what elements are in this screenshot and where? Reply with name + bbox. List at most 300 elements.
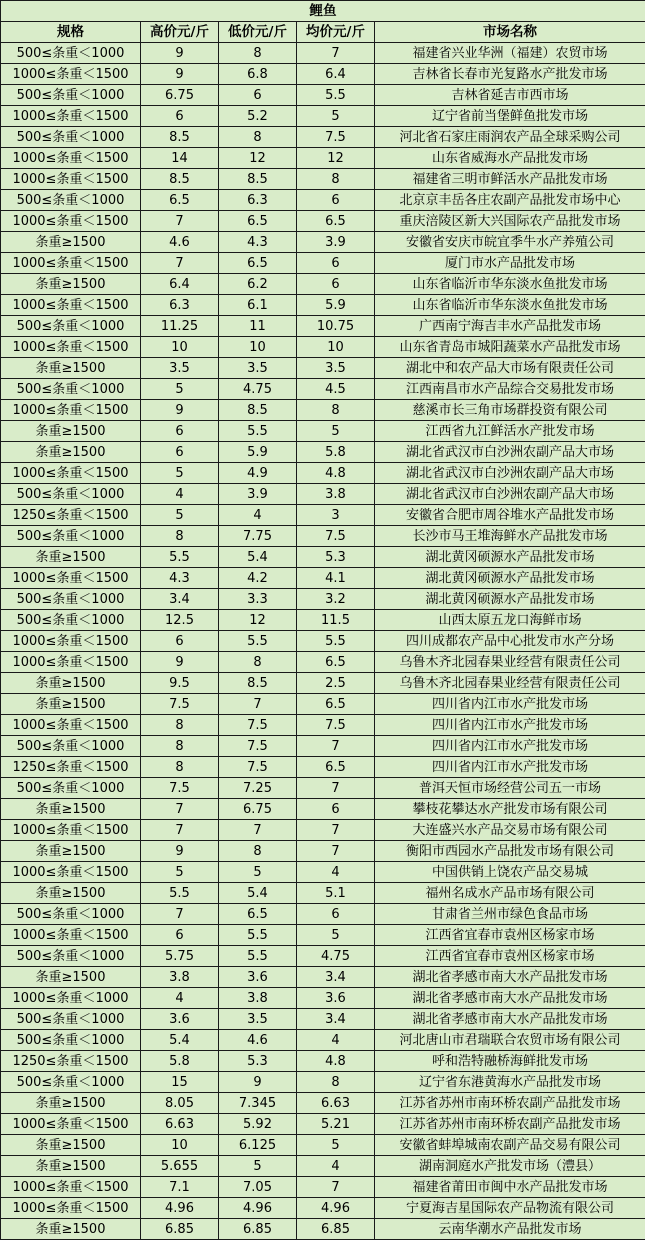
- spec-cell: 条重≥1500: [1, 274, 141, 295]
- spec-cell: 1000≤条重＜1000: [1, 988, 141, 1009]
- high-price-cell: 8: [141, 757, 219, 778]
- spec-cell: 条重≥1500: [1, 673, 141, 694]
- high-price-cell: 6.4: [141, 274, 219, 295]
- table-row: [1, 442, 645, 463]
- low-price-cell: 5.5: [219, 631, 297, 652]
- high-price-cell: 7.5: [141, 778, 219, 799]
- avg-price-cell: 4.96: [297, 1198, 375, 1219]
- avg-price-cell: 4.8: [297, 1051, 375, 1072]
- table-row: [1, 778, 645, 799]
- spec-cell: 条重≥1500: [1, 694, 141, 715]
- high-price-cell: 3.8: [141, 967, 219, 988]
- spec-cell: 1000≤条重＜1500: [1, 568, 141, 589]
- header-low-price: 低价元/斤: [219, 22, 297, 43]
- avg-price-cell: 3.4: [297, 1009, 375, 1030]
- high-price-cell: 7.1: [141, 1177, 219, 1198]
- market-name-cell: 北京京丰岳各庄农副产品批发市场中心: [375, 190, 645, 211]
- avg-price-cell: 7: [297, 43, 375, 64]
- market-name-cell: 乌鲁木齐北园春果业经营有限责任公司: [375, 673, 645, 694]
- spec-cell: 条重≥1500: [1, 883, 141, 904]
- market-name-cell: 四川省内江市水产批发市场: [375, 757, 645, 778]
- avg-price-cell: 3.2: [297, 589, 375, 610]
- market-name-cell: 湖北黄冈硕源水产品批发市场: [375, 589, 645, 610]
- table-row: [1, 337, 645, 358]
- low-price-cell: 5.5: [219, 946, 297, 967]
- avg-price-cell: 4.5: [297, 379, 375, 400]
- avg-price-cell: 6: [297, 190, 375, 211]
- avg-price-cell: 6: [297, 904, 375, 925]
- spec-cell: 1000≤条重＜1500: [1, 862, 141, 883]
- market-name-cell: 江西省宜春市袁州区杨家市场: [375, 925, 645, 946]
- table-row: [1, 610, 645, 631]
- high-price-cell: 7: [141, 211, 219, 232]
- spec-cell: 500≤条重＜1000: [1, 190, 141, 211]
- table-row: [1, 85, 645, 106]
- avg-price-cell: 10: [297, 337, 375, 358]
- high-price-cell: 4.96: [141, 1198, 219, 1219]
- low-price-cell: 4.3: [219, 232, 297, 253]
- high-price-cell: 8: [141, 526, 219, 547]
- low-price-cell: 3.5: [219, 1009, 297, 1030]
- high-price-cell: 6: [141, 925, 219, 946]
- header-avg-price: 均价元/斤: [297, 22, 375, 43]
- table-row: [1, 505, 645, 526]
- avg-price-cell: 6: [297, 253, 375, 274]
- market-name-cell: 湖北省孝感市南大水产品批发市场: [375, 967, 645, 988]
- market-name-cell: 山东省临沂市华东淡水鱼批发市场: [375, 274, 645, 295]
- spec-cell: 条重≥1500: [1, 841, 141, 862]
- high-price-cell: 5.8: [141, 1051, 219, 1072]
- spec-cell: 500≤条重＜1000: [1, 1072, 141, 1093]
- spec-cell: 条重≥1500: [1, 232, 141, 253]
- low-price-cell: 3.5: [219, 358, 297, 379]
- market-name-cell: 江西省宜春市袁州区杨家市场: [375, 946, 645, 967]
- low-price-cell: 6.5: [219, 211, 297, 232]
- avg-price-cell: 5.5: [297, 85, 375, 106]
- market-name-cell: 山东省威海水产品批发市场: [375, 148, 645, 169]
- avg-price-cell: 7: [297, 778, 375, 799]
- market-name-cell: 湖北省孝感市南大水产品批发市场: [375, 1009, 645, 1030]
- avg-price-cell: 4.8: [297, 463, 375, 484]
- low-price-cell: 4.6: [219, 1030, 297, 1051]
- table-row: [1, 253, 645, 274]
- spec-cell: 500≤条重＜1000: [1, 589, 141, 610]
- low-price-cell: 12: [219, 148, 297, 169]
- market-name-cell: 乌鲁木齐北园春果业经营有限责任公司: [375, 652, 645, 673]
- table-row: [1, 694, 645, 715]
- spec-cell: 1000≤条重＜1500: [1, 925, 141, 946]
- market-name-cell: 山西太原五龙口海鲜市场: [375, 610, 645, 631]
- table-row: [1, 799, 645, 820]
- table-row: [1, 211, 645, 232]
- market-name-cell: 甘肃省兰州市绿色食品市场: [375, 904, 645, 925]
- spec-cell: 500≤条重＜1000: [1, 43, 141, 64]
- low-price-cell: 5.4: [219, 883, 297, 904]
- high-price-cell: 9: [141, 43, 219, 64]
- spec-cell: 1000≤条重＜1500: [1, 1198, 141, 1219]
- market-name-cell: 吉林省长春市光复路水产批发市场: [375, 64, 645, 85]
- low-price-cell: 5: [219, 862, 297, 883]
- high-price-cell: 5.5: [141, 547, 219, 568]
- market-name-cell: 湖北省武汉市白沙洲农副产品大市场: [375, 463, 645, 484]
- high-price-cell: 6.85: [141, 1219, 219, 1240]
- table-row: [1, 190, 645, 211]
- table-row: [1, 736, 645, 757]
- avg-price-cell: 10.75: [297, 316, 375, 337]
- high-price-cell: 5: [141, 379, 219, 400]
- avg-price-cell: 8: [297, 1072, 375, 1093]
- low-price-cell: 6.5: [219, 904, 297, 925]
- low-price-cell: 7: [219, 820, 297, 841]
- avg-price-cell: 6.5: [297, 211, 375, 232]
- high-price-cell: 12.5: [141, 610, 219, 631]
- market-name-cell: 福州名成水产品市场有限公司: [375, 883, 645, 904]
- table-row: [1, 484, 645, 505]
- market-name-cell: 江西南昌市水产品综合交易批发市场: [375, 379, 645, 400]
- high-price-cell: 4.3: [141, 568, 219, 589]
- spec-cell: 条重≥1500: [1, 442, 141, 463]
- avg-price-cell: 7: [297, 820, 375, 841]
- avg-price-cell: 7: [297, 736, 375, 757]
- spec-cell: 条重≥1500: [1, 1135, 141, 1156]
- low-price-cell: 4.9: [219, 463, 297, 484]
- table-row: [1, 1051, 645, 1072]
- market-name-cell: 四川省内江市水产批发市场: [375, 694, 645, 715]
- market-name-cell: 辽宁省前当堡鲜鱼批发市场: [375, 106, 645, 127]
- market-name-cell: 安徽省安庆市皖宜季牛水产养殖公司: [375, 232, 645, 253]
- low-price-cell: 6.1: [219, 295, 297, 316]
- spec-cell: 条重≥1500: [1, 547, 141, 568]
- market-name-cell: 四川成都农产品中心批发市水产分场: [375, 631, 645, 652]
- market-name-cell: 江西省九江鲜活水产批发市场: [375, 421, 645, 442]
- spec-cell: 500≤条重＜1000: [1, 484, 141, 505]
- spec-cell: 1000≤条重＜1500: [1, 253, 141, 274]
- high-price-cell: 6.63: [141, 1114, 219, 1135]
- spec-cell: 500≤条重＜1000: [1, 736, 141, 757]
- spec-cell: 1000≤条重＜1500: [1, 64, 141, 85]
- low-price-cell: 9: [219, 1072, 297, 1093]
- table-row: [1, 841, 645, 862]
- low-price-cell: 5.5: [219, 925, 297, 946]
- market-name-cell: 福建省莆田市闽中水产品批发市场: [375, 1177, 645, 1198]
- low-price-cell: 4.96: [219, 1198, 297, 1219]
- avg-price-cell: 5.1: [297, 883, 375, 904]
- high-price-cell: 11.25: [141, 316, 219, 337]
- spec-cell: 1000≤条重＜1500: [1, 400, 141, 421]
- market-name-cell: 河北唐山市君瑞联合农贸市场有限公司: [375, 1030, 645, 1051]
- spec-cell: 条重≥1500: [1, 358, 141, 379]
- header-market-name: 市场名称: [375, 22, 645, 43]
- table-row: [1, 421, 645, 442]
- avg-price-cell: 5: [297, 925, 375, 946]
- table-row: [1, 904, 645, 925]
- table-title: 鲤鱼: [1, 1, 645, 22]
- high-price-cell: 8: [141, 715, 219, 736]
- low-price-cell: 6.5: [219, 253, 297, 274]
- table-row: [1, 631, 645, 652]
- low-price-cell: 5.5: [219, 421, 297, 442]
- high-price-cell: 6: [141, 442, 219, 463]
- avg-price-cell: 4: [297, 862, 375, 883]
- high-price-cell: 10: [141, 337, 219, 358]
- table-row: [1, 358, 645, 379]
- market-name-cell: 湖北省孝感市南大水产品批发市场: [375, 988, 645, 1009]
- low-price-cell: 6.8: [219, 64, 297, 85]
- high-price-cell: 5.75: [141, 946, 219, 967]
- avg-price-cell: 5.9: [297, 295, 375, 316]
- table-row: [1, 568, 645, 589]
- avg-price-cell: 3.4: [297, 967, 375, 988]
- low-price-cell: 5.2: [219, 106, 297, 127]
- high-price-cell: 8.5: [141, 127, 219, 148]
- spec-cell: 1000≤条重＜1500: [1, 652, 141, 673]
- table-row: [1, 673, 645, 694]
- avg-price-cell: 3.8: [297, 484, 375, 505]
- avg-price-cell: 8: [297, 169, 375, 190]
- high-price-cell: 6: [141, 421, 219, 442]
- high-price-cell: 8: [141, 736, 219, 757]
- spec-cell: 1000≤条重＜1500: [1, 715, 141, 736]
- low-price-cell: 12: [219, 610, 297, 631]
- market-name-cell: 慈溪市长三角市场群投资有限公司: [375, 400, 645, 421]
- title-row: [1, 1, 645, 22]
- table-row: [1, 148, 645, 169]
- high-price-cell: 6.75: [141, 85, 219, 106]
- table-row: [1, 1177, 645, 1198]
- low-price-cell: 3.8: [219, 988, 297, 1009]
- table-row: [1, 400, 645, 421]
- low-price-cell: 7.75: [219, 526, 297, 547]
- market-name-cell: 呼和浩特融桥海鲜批发市场: [375, 1051, 645, 1072]
- spec-cell: 条重≥1500: [1, 1156, 141, 1177]
- header-row: [1, 22, 645, 43]
- avg-price-cell: 3.5: [297, 358, 375, 379]
- table-row: [1, 316, 645, 337]
- spec-cell: 1000≤条重＜1500: [1, 169, 141, 190]
- header-high-price: 高价元/斤: [141, 22, 219, 43]
- table-row: [1, 106, 645, 127]
- table-row: [1, 1135, 645, 1156]
- high-price-cell: 5.655: [141, 1156, 219, 1177]
- low-price-cell: 7.345: [219, 1093, 297, 1114]
- table-row: [1, 757, 645, 778]
- market-name-cell: 四川省内江市水产批发市场: [375, 736, 645, 757]
- spec-cell: 条重≥1500: [1, 1219, 141, 1240]
- market-name-cell: 江苏省苏州市南环桥农副产品批发市场: [375, 1093, 645, 1114]
- market-name-cell: 重庆涪陵区新大兴国际农产品批发市场: [375, 211, 645, 232]
- low-price-cell: 8: [219, 43, 297, 64]
- market-name-cell: 吉林省延吉市西市场: [375, 85, 645, 106]
- low-price-cell: 3.6: [219, 967, 297, 988]
- table-row: [1, 1219, 645, 1240]
- avg-price-cell: 5: [297, 1135, 375, 1156]
- spec-cell: 1250≤条重＜1500: [1, 1051, 141, 1072]
- avg-price-cell: 7: [297, 1177, 375, 1198]
- spec-cell: 1250≤条重＜1500: [1, 757, 141, 778]
- table-row: [1, 988, 645, 1009]
- table-row: [1, 862, 645, 883]
- low-price-cell: 6.125: [219, 1135, 297, 1156]
- low-price-cell: 8.5: [219, 673, 297, 694]
- avg-price-cell: 8: [297, 400, 375, 421]
- market-name-cell: 湖北省武汉市白沙洲农副产品大市场: [375, 484, 645, 505]
- avg-price-cell: 6: [297, 274, 375, 295]
- low-price-cell: 8: [219, 127, 297, 148]
- high-price-cell: 7: [141, 799, 219, 820]
- avg-price-cell: 3.6: [297, 988, 375, 1009]
- market-name-cell: 攀枝花攀达水产批发市场有限公司: [375, 799, 645, 820]
- table-row: [1, 379, 645, 400]
- table-row: [1, 64, 645, 85]
- table-row: [1, 169, 645, 190]
- low-price-cell: 7.5: [219, 757, 297, 778]
- market-name-cell: 安徽省蚌埠城南农副产品交易有限公司: [375, 1135, 645, 1156]
- avg-price-cell: 5: [297, 106, 375, 127]
- market-name-cell: 厦门市水产品批发市场: [375, 253, 645, 274]
- table-row: [1, 925, 645, 946]
- spec-cell: 条重≥1500: [1, 967, 141, 988]
- high-price-cell: 7: [141, 904, 219, 925]
- high-price-cell: 9: [141, 400, 219, 421]
- high-price-cell: 9: [141, 841, 219, 862]
- avg-price-cell: 12: [297, 148, 375, 169]
- table-row: [1, 652, 645, 673]
- market-name-cell: 广西南宁海吉丰水产品批发市场: [375, 316, 645, 337]
- avg-price-cell: 6.5: [297, 652, 375, 673]
- low-price-cell: 6.2: [219, 274, 297, 295]
- low-price-cell: 8.5: [219, 169, 297, 190]
- high-price-cell: 9.5: [141, 673, 219, 694]
- avg-price-cell: 4: [297, 1030, 375, 1051]
- market-name-cell: 大连盛兴水产品交易市场有限公司: [375, 820, 645, 841]
- spec-cell: 500≤条重＜1000: [1, 946, 141, 967]
- low-price-cell: 4: [219, 505, 297, 526]
- spec-cell: 1000≤条重＜1500: [1, 1177, 141, 1198]
- table-row: [1, 820, 645, 841]
- market-name-cell: 湖南洞庭水产批发市场（澧县）: [375, 1156, 645, 1177]
- high-price-cell: 10: [141, 1135, 219, 1156]
- avg-price-cell: 4: [297, 1156, 375, 1177]
- low-price-cell: 6: [219, 85, 297, 106]
- high-price-cell: 5.5: [141, 883, 219, 904]
- market-name-cell: 四川省内江市水产批发市场: [375, 715, 645, 736]
- low-price-cell: 6.75: [219, 799, 297, 820]
- spec-cell: 500≤条重＜1000: [1, 316, 141, 337]
- market-name-cell: 湖北黄冈硕源水产品批发市场: [375, 568, 645, 589]
- spec-cell: 条重≥1500: [1, 421, 141, 442]
- table-row: [1, 967, 645, 988]
- high-price-cell: 5: [141, 862, 219, 883]
- avg-price-cell: 5.3: [297, 547, 375, 568]
- avg-price-cell: 7.5: [297, 127, 375, 148]
- spec-cell: 500≤条重＜1000: [1, 85, 141, 106]
- low-price-cell: 8: [219, 652, 297, 673]
- low-price-cell: 5.4: [219, 547, 297, 568]
- market-name-cell: 山东省青岛市城阳蔬菜水产品批发市场: [375, 337, 645, 358]
- avg-price-cell: 6.4: [297, 64, 375, 85]
- avg-price-cell: 2.5: [297, 673, 375, 694]
- spec-cell: 500≤条重＜1000: [1, 379, 141, 400]
- high-price-cell: 6.3: [141, 295, 219, 316]
- spec-cell: 条重≥1500: [1, 799, 141, 820]
- spec-cell: 500≤条重＜1000: [1, 904, 141, 925]
- market-name-cell: 山东省临沂市华东淡水鱼批发市场: [375, 295, 645, 316]
- header-spec: 规格: [1, 22, 141, 43]
- market-name-cell: 湖北中和农产品大市场有限责任公司: [375, 358, 645, 379]
- table-row: [1, 946, 645, 967]
- low-price-cell: 6.3: [219, 190, 297, 211]
- high-price-cell: 3.6: [141, 1009, 219, 1030]
- low-price-cell: 7.05: [219, 1177, 297, 1198]
- low-price-cell: 8: [219, 841, 297, 862]
- avg-price-cell: 6.5: [297, 694, 375, 715]
- avg-price-cell: 6.85: [297, 1219, 375, 1240]
- avg-price-cell: 3: [297, 505, 375, 526]
- high-price-cell: 4: [141, 484, 219, 505]
- avg-price-cell: 6.63: [297, 1093, 375, 1114]
- avg-price-cell: 6.5: [297, 757, 375, 778]
- low-price-cell: 7.25: [219, 778, 297, 799]
- spec-cell: 1000≤条重＜1500: [1, 631, 141, 652]
- spec-cell: 500≤条重＜1000: [1, 610, 141, 631]
- avg-price-cell: 5: [297, 421, 375, 442]
- low-price-cell: 5: [219, 1156, 297, 1177]
- table-row: [1, 1093, 645, 1114]
- spec-cell: 1000≤条重＜1500: [1, 337, 141, 358]
- market-name-cell: 衡阳市西园水产品批发市场有限公司: [375, 841, 645, 862]
- market-name-cell: 长沙市马王堆海鲜水产品批发市场: [375, 526, 645, 547]
- table-row: [1, 127, 645, 148]
- market-name-cell: 普洱天恒市场经营公司五一市场: [375, 778, 645, 799]
- table-row: [1, 1072, 645, 1093]
- market-name-cell: 湖北省武汉市白沙洲农副产品大市场: [375, 442, 645, 463]
- table-row: [1, 1198, 645, 1219]
- market-name-cell: 福建省三明市鲜活水产品批发市场: [375, 169, 645, 190]
- low-price-cell: 4.2: [219, 568, 297, 589]
- low-price-cell: 5.9: [219, 442, 297, 463]
- table-row: [1, 547, 645, 568]
- high-price-cell: 8.05: [141, 1093, 219, 1114]
- high-price-cell: 3.4: [141, 589, 219, 610]
- spec-cell: 500≤条重＜1000: [1, 127, 141, 148]
- spec-cell: 1250≤条重＜1500: [1, 505, 141, 526]
- avg-price-cell: 7: [297, 841, 375, 862]
- market-name-cell: 云南华潮水产品批发市场: [375, 1219, 645, 1240]
- high-price-cell: 9: [141, 64, 219, 85]
- market-name-cell: 宁夏海吉星国际农产品物流有限公司: [375, 1198, 645, 1219]
- high-price-cell: 6.5: [141, 190, 219, 211]
- low-price-cell: 3.3: [219, 589, 297, 610]
- market-name-cell: 福建省兴业华洲（福建）农贸市场: [375, 43, 645, 64]
- market-name-cell: 河北省石家庄雨润农产品全球采购公司: [375, 127, 645, 148]
- table-row: [1, 1030, 645, 1051]
- spec-cell: 1000≤条重＜1500: [1, 106, 141, 127]
- avg-price-cell: 5.21: [297, 1114, 375, 1135]
- low-price-cell: 7.5: [219, 736, 297, 757]
- avg-price-cell: 7.5: [297, 715, 375, 736]
- avg-price-cell: 11.5: [297, 610, 375, 631]
- table-row: [1, 1114, 645, 1135]
- avg-price-cell: 5.5: [297, 631, 375, 652]
- low-price-cell: 10: [219, 337, 297, 358]
- low-price-cell: 11: [219, 316, 297, 337]
- avg-price-cell: 4.75: [297, 946, 375, 967]
- high-price-cell: 7.5: [141, 694, 219, 715]
- spec-cell: 500≤条重＜1000: [1, 526, 141, 547]
- spec-cell: 1000≤条重＜1500: [1, 1114, 141, 1135]
- high-price-cell: 7: [141, 253, 219, 274]
- high-price-cell: 3.5: [141, 358, 219, 379]
